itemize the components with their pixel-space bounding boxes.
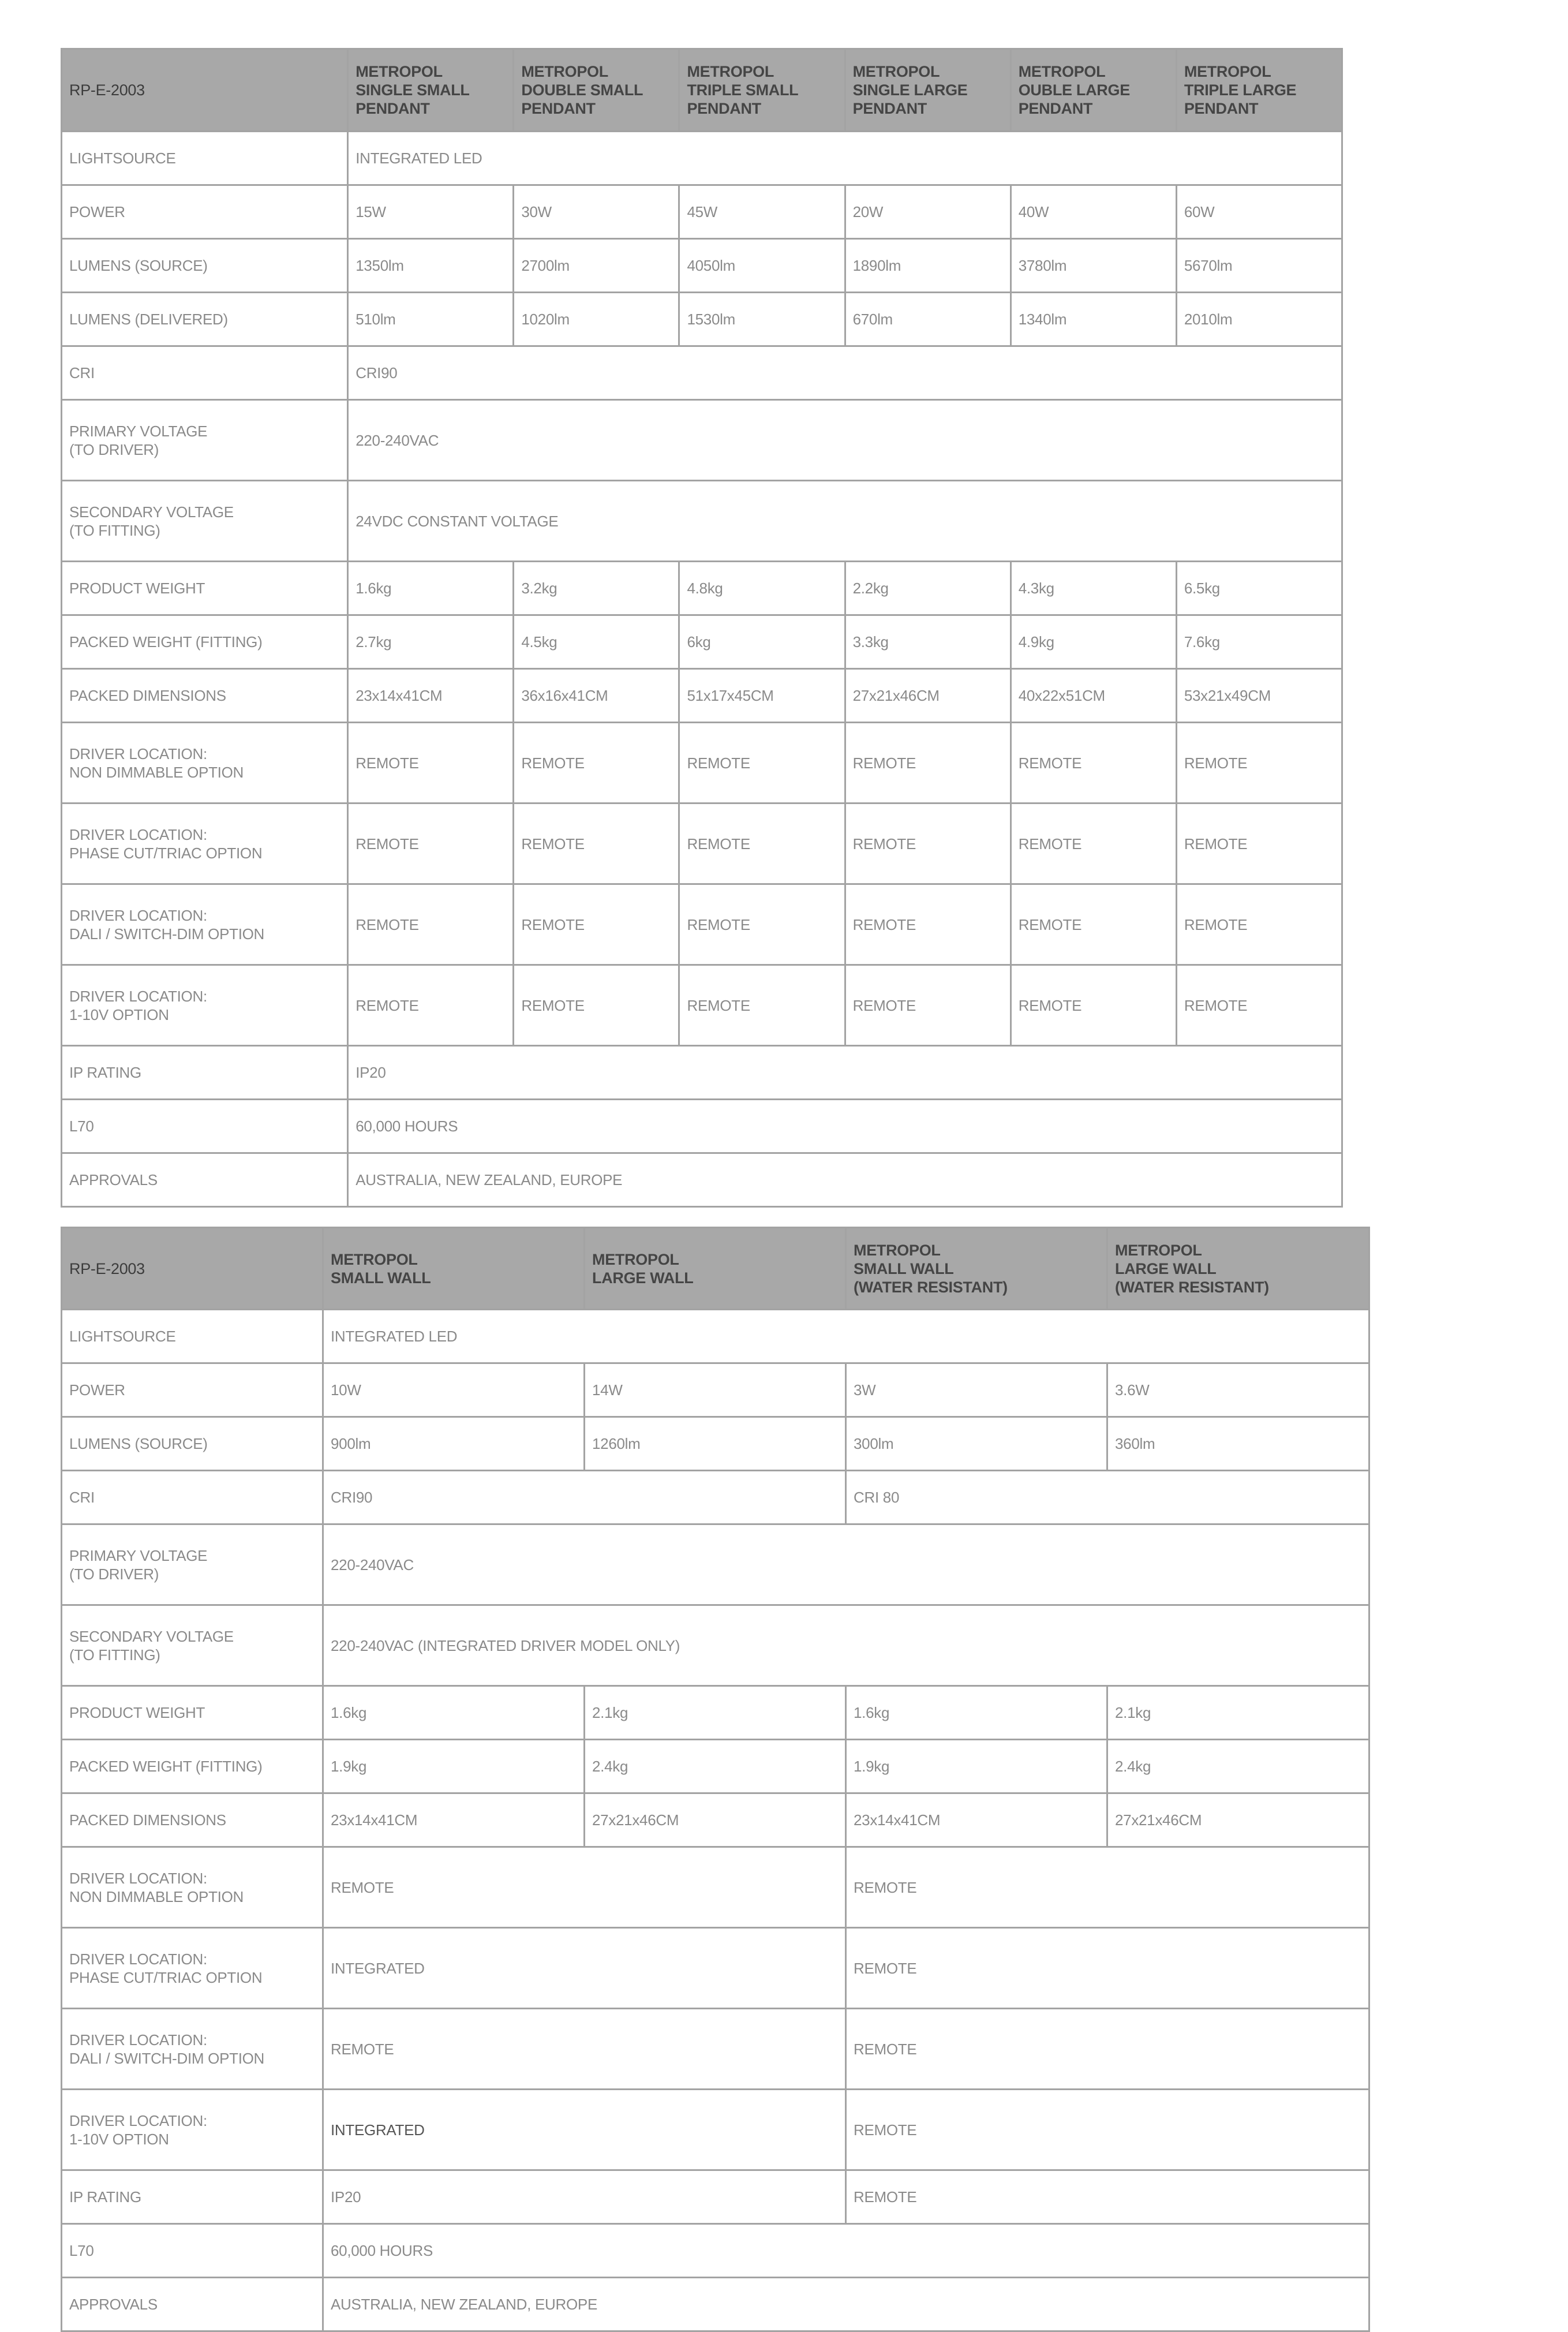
row-label: DRIVER LOCATION: PHASE CUT/TRIAC OPTION [62, 1928, 323, 2009]
spec-cell: REMOTE [514, 884, 679, 965]
spec-row [62, 481, 1342, 562]
spec-cell: 5670lm [1176, 239, 1342, 293]
row-label: APPROVALS [62, 2278, 323, 2331]
spec-row [62, 2090, 1369, 2170]
spec-cell: 24VDC CONSTANT VOLTAGE [348, 481, 1342, 562]
spec-cell: 20W [845, 185, 1011, 239]
spec-row [62, 185, 1342, 239]
spec-row [62, 1524, 1369, 1605]
spec-cell: 3.6W [1107, 1363, 1369, 1417]
spec-cell: 6kg [679, 615, 845, 669]
spec-cell: REMOTE [845, 723, 1011, 804]
row-label: CRI [62, 346, 348, 400]
spec-row [62, 1363, 1369, 1417]
spec-cell: 14W [585, 1363, 846, 1417]
spec-cell: REMOTE [845, 884, 1011, 965]
spec-cell: REMOTE [514, 965, 679, 1046]
spec-cell: IP20 [348, 1046, 1342, 1100]
spec-cell: 4.3kg [1011, 562, 1176, 615]
spec-cell: 23x14x41CM [348, 669, 514, 723]
column-header: METROPOL SINGLE SMALL PENDANT [348, 49, 514, 132]
row-label: LUMENS (SOURCE) [62, 1417, 323, 1471]
spec-cell: 220-240VAC [348, 400, 1342, 481]
spec-row [62, 1100, 1342, 1153]
spec-cell: REMOTE [679, 965, 845, 1046]
spec-cell: REMOTE [679, 884, 845, 965]
row-label: SECONDARY VOLTAGE (TO FITTING) [62, 481, 348, 562]
row-label: PRODUCT WEIGHT [62, 562, 348, 615]
row-label: DRIVER LOCATION: 1-10V OPTION [62, 965, 348, 1046]
spec-cell: INTEGRATED LED [348, 132, 1342, 185]
spec-cell: CRI90 [323, 1471, 846, 1524]
row-label: DRIVER LOCATION: DALI / SWITCH-DIM OPTION [62, 884, 348, 965]
row-label: LIGHTSOURCE [62, 1310, 323, 1363]
spec-cell: 27x21x46CM [1107, 1793, 1369, 1847]
column-header: METROPOL LARGE WALL [585, 1228, 846, 1310]
spec-row [62, 400, 1342, 481]
row-label: PACKED WEIGHT (FITTING) [62, 1740, 323, 1793]
spec-cell: 2.7kg [348, 615, 514, 669]
row-label: LUMENS (DELIVERED) [62, 293, 348, 346]
spec-row [62, 132, 1342, 185]
spec-cell: REMOTE [514, 723, 679, 804]
spec-cell: INTEGRATED [323, 2090, 846, 2170]
spec-cell: REMOTE [846, 1847, 1369, 1928]
spec-cell: 40W [1011, 185, 1176, 239]
spec-cell: 1020lm [514, 293, 679, 346]
spec-cell: AUSTRALIA, NEW ZEALAND, EUROPE [323, 2278, 1369, 2331]
spec-cell: 3.2kg [514, 562, 679, 615]
row-label: DRIVER LOCATION: NON DIMMABLE OPTION [62, 723, 348, 804]
spec-cell: REMOTE [1011, 884, 1176, 965]
spec-row [62, 1928, 1369, 2009]
spec-cell: 2.4kg [1107, 1740, 1369, 1793]
spec-row [62, 562, 1342, 615]
column-header: METROPOL TRIPLE SMALL PENDANT [679, 49, 845, 132]
column-header: METROPOL TRIPLE LARGE PENDANT [1176, 49, 1342, 132]
spec-cell: 45W [679, 185, 845, 239]
row-label: CRI [62, 1471, 323, 1524]
spec-cell: 220-240VAC [323, 1524, 1369, 1605]
spec-cell: REMOTE [1011, 965, 1176, 1046]
spec-cell: REMOTE [845, 804, 1011, 884]
spec-cell: INTEGRATED LED [323, 1310, 1369, 1363]
spec-cell: 53x21x49CM [1176, 669, 1342, 723]
spec-row [62, 1793, 1369, 1847]
spec-cell: IP20 [323, 2170, 846, 2224]
spec-cell: 27x21x46CM [845, 669, 1011, 723]
spec-row [62, 1740, 1369, 1793]
spec-row [62, 2278, 1369, 2331]
row-label: LIGHTSOURCE [62, 132, 348, 185]
row-label: DRIVER LOCATION: DALI / SWITCH-DIM OPTION [62, 2009, 323, 2090]
spec-cell: 6.5kg [1176, 562, 1342, 615]
spec-cell: REMOTE [845, 965, 1011, 1046]
spec-cell: REMOTE [846, 2090, 1369, 2170]
spec-row [62, 965, 1342, 1046]
spec-cell: 360lm [1107, 1417, 1369, 1471]
row-label: IP RATING [62, 2170, 323, 2224]
spec-cell: 36x16x41CM [514, 669, 679, 723]
spec-cell: 300lm [846, 1417, 1107, 1471]
spec-row [62, 669, 1342, 723]
spec-cell: 220-240VAC (INTEGRATED DRIVER MODEL ONLY) [323, 1605, 1369, 1686]
column-header: METROPOL DOUBLE SMALL PENDANT [514, 49, 679, 132]
spec-cell: 2.1kg [585, 1686, 846, 1740]
spec-cell: REMOTE [348, 723, 514, 804]
spec-row [62, 804, 1342, 884]
spec-cell: 2010lm [1176, 293, 1342, 346]
row-label: PRIMARY VOLTAGE (TO DRIVER) [62, 400, 348, 481]
spec-cell: REMOTE [323, 2009, 846, 2090]
spec-row [62, 239, 1342, 293]
row-label: LUMENS (SOURCE) [62, 239, 348, 293]
row-label: POWER [62, 185, 348, 239]
spec-row [62, 1046, 1342, 1100]
spec-cell: CRI90 [348, 346, 1342, 400]
spec-row [62, 1471, 1369, 1524]
spec-cell: 51x17x45CM [679, 669, 845, 723]
spec-cell: CRI 80 [846, 1471, 1369, 1524]
spec-cell: REMOTE [348, 884, 514, 965]
spec-cell: 27x21x46CM [585, 1793, 846, 1847]
spec-cell: 30W [514, 185, 679, 239]
spec-cell: REMOTE [846, 2170, 1369, 2224]
spec-cell: 1530lm [679, 293, 845, 346]
spec-cell: 40x22x51CM [1011, 669, 1176, 723]
spec-cell: REMOTE [514, 804, 679, 884]
spec-row [62, 1847, 1369, 1928]
row-label: DRIVER LOCATION: NON DIMMABLE OPTION [62, 1847, 323, 1928]
product-code: RP-E-2003 [62, 49, 348, 132]
spec-row [62, 2009, 1369, 2090]
spec-cell: REMOTE [679, 723, 845, 804]
spec-cell: REMOTE [1176, 723, 1342, 804]
spec-row [62, 2170, 1369, 2224]
spec-cell: 60W [1176, 185, 1342, 239]
spec-cell: 1.9kg [846, 1740, 1107, 1793]
row-label: PRIMARY VOLTAGE (TO DRIVER) [62, 1524, 323, 1605]
spec-cell: REMOTE [679, 804, 845, 884]
spec-cell: 2.4kg [585, 1740, 846, 1793]
spec-cell: 4.8kg [679, 562, 845, 615]
spec-row [62, 615, 1342, 669]
row-label: SECONDARY VOLTAGE (TO FITTING) [62, 1605, 323, 1686]
spec-cell: 1260lm [585, 1417, 846, 1471]
spec-cell: 7.6kg [1176, 615, 1342, 669]
spec-row [62, 723, 1342, 804]
spec-row [62, 884, 1342, 965]
spec-cell: 1.6kg [846, 1686, 1107, 1740]
spec-cell: 2.2kg [845, 562, 1011, 615]
spec-row [62, 293, 1342, 346]
spec-cell: 3W [846, 1363, 1107, 1417]
spec-cell: REMOTE [323, 1847, 846, 1928]
row-label: DRIVER LOCATION: PHASE CUT/TRIAC OPTION [62, 804, 348, 884]
spec-cell: 15W [348, 185, 514, 239]
product-code: RP-E-2003 [62, 1228, 323, 1310]
row-label: L70 [62, 1100, 348, 1153]
spec-row [62, 1153, 1342, 1207]
spec-row [62, 1686, 1369, 1740]
spec-row [62, 1310, 1369, 1363]
spec-cell: 670lm [845, 293, 1011, 346]
spec-cell: REMOTE [1176, 965, 1342, 1046]
spec-cell: 3.3kg [845, 615, 1011, 669]
spec-cell: 1350lm [348, 239, 514, 293]
spec-cell: 1.6kg [348, 562, 514, 615]
column-header: METROPOL LARGE WALL (WATER RESISTANT) [1107, 1228, 1369, 1310]
spec-cell: 1.9kg [323, 1740, 585, 1793]
spec-row [62, 1417, 1369, 1471]
spec-cell: REMOTE [846, 1928, 1369, 2009]
spec-cell: REMOTE [348, 804, 514, 884]
spec-cell: 2700lm [514, 239, 679, 293]
spec-cell: REMOTE [1176, 884, 1342, 965]
spec-cell: REMOTE [1011, 804, 1176, 884]
spec-cell: 510lm [348, 293, 514, 346]
spec-cell: REMOTE [1011, 723, 1176, 804]
wall-spec-table [61, 1227, 1370, 2332]
spec-cell: 10W [323, 1363, 585, 1417]
spec-cell: 60,000 HOURS [348, 1100, 1342, 1153]
column-header: METROPOL OUBLE LARGE PENDANT [1011, 49, 1176, 132]
spec-row [62, 346, 1342, 400]
spec-cell: INTEGRATED [323, 1928, 846, 2009]
spec-cell: 23x14x41CM [323, 1793, 585, 1847]
header-row [62, 1228, 1369, 1310]
spec-cell: REMOTE [1176, 804, 1342, 884]
spec-cell: 4.9kg [1011, 615, 1176, 669]
row-label: POWER [62, 1363, 323, 1417]
column-header: METROPOL SMALL WALL (WATER RESISTANT) [846, 1228, 1107, 1310]
column-header: METROPOL SMALL WALL [323, 1228, 585, 1310]
row-label: PACKED DIMENSIONS [62, 1793, 323, 1847]
column-header: METROPOL SINGLE LARGE PENDANT [845, 49, 1011, 132]
row-label: PACKED DIMENSIONS [62, 669, 348, 723]
spec-cell: 4.5kg [514, 615, 679, 669]
spec-cell: 1890lm [845, 239, 1011, 293]
spec-cell: REMOTE [348, 965, 514, 1046]
row-label: PACKED WEIGHT (FITTING) [62, 615, 348, 669]
spec-cell: 23x14x41CM [846, 1793, 1107, 1847]
spec-cell: AUSTRALIA, NEW ZEALAND, EUROPE [348, 1153, 1342, 1207]
spec-cell: 900lm [323, 1417, 585, 1471]
spec-row [62, 2224, 1369, 2278]
spec-cell: 60,000 HOURS [323, 2224, 1369, 2278]
spec-cell: 3780lm [1011, 239, 1176, 293]
spec-cell: REMOTE [846, 2009, 1369, 2090]
row-label: APPROVALS [62, 1153, 348, 1207]
row-label: DRIVER LOCATION: 1-10V OPTION [62, 2090, 323, 2170]
spec-cell: 1340lm [1011, 293, 1176, 346]
spec-cell: 1.6kg [323, 1686, 585, 1740]
spec-cell: 2.1kg [1107, 1686, 1369, 1740]
header-row [62, 49, 1342, 132]
row-label: L70 [62, 2224, 323, 2278]
spec-cell: 4050lm [679, 239, 845, 293]
pendant-spec-table [61, 48, 1343, 1208]
row-label: IP RATING [62, 1046, 348, 1100]
row-label: PRODUCT WEIGHT [62, 1686, 323, 1740]
spec-row [62, 1605, 1369, 1686]
